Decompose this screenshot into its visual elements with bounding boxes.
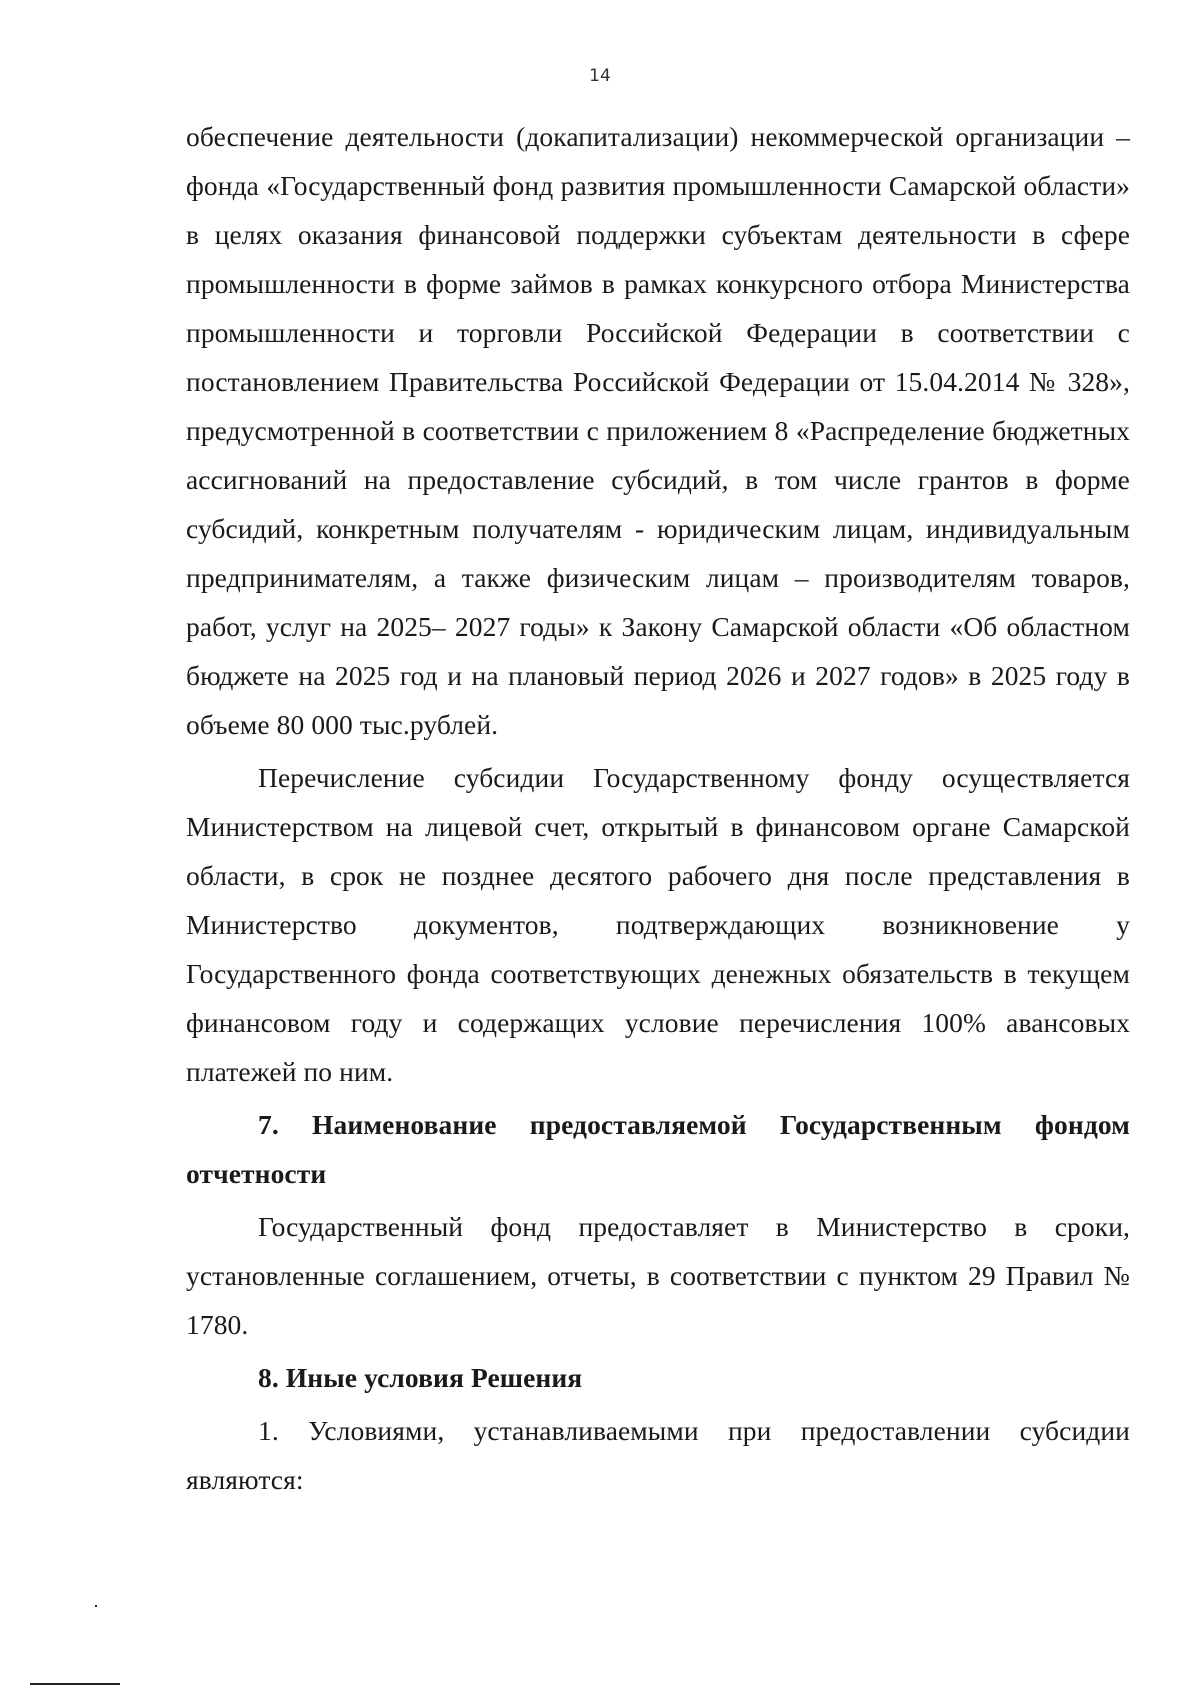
scan-dot-mark: [95, 1605, 97, 1607]
scan-edge-line: [30, 1683, 120, 1685]
paragraph-subsidy-purpose: обеспечение деятельности (докапитализации) некоммерческой организации – фонда «Государственный фонд развития промышленности Самарской области» в целях оказания финансовой поддержки субъектам деятельности в сфере промышленности в форме займов в рамках конкурсного отбора Министерства промышленности и торговли Российской Федерации в соответствии с постановлением Правительства Российской Федерации от 15.04.2014 № 328», предусмотренной в соответствии с приложением 8 «Распределение бюджетных ассигнований на предоставление субсидий, в том числе грантов в форме субсидий, конкретным получателям - юридическим лицам, индивидуальным предпринимателям, а также физическим лицам – производителям товаров, работ, услуг на 2025– 2027 годы» к Закону Самарской области «Об областном бюджете на 2025 год и на плановый период 2026 и 2027 годов» в 2025 году в объеме 80 000 тыс.рублей.: [186, 121, 1130, 740]
paragraph-subsidy-transfer: Перечисление субсидии Государственному фонду осуществляется Министерством на лицевой счет, открытый в финансовом органе Самарской области, в срок не позднее десятого рабочего дня после представления в Министерство документов, подтверждающих возникновение у Государственного фонда соответствующих денежных обязательств в текущем финансовом году и содержащих условие перечисления 100% авансовых платежей по ним.: [186, 762, 1130, 1087]
paragraph-conditions: 1. Условиями, устанавливаемыми при предоставлении субсидии являются:: [186, 1415, 1130, 1495]
page-number: 14: [589, 66, 611, 86]
paragraph-reporting: Государственный фонд предоставляет в Министерство в сроки, установленные соглашением, отчеты, в соответствии с пунктом 29 Правил № 1780.: [186, 1211, 1130, 1340]
document-body: [186, 112, 1130, 1504]
section-heading-8: 8. Иные условия Решения: [258, 1362, 583, 1393]
section-heading-7: 7. Наименование предоставляемой Государственным фондом отчетности: [186, 1109, 1130, 1189]
